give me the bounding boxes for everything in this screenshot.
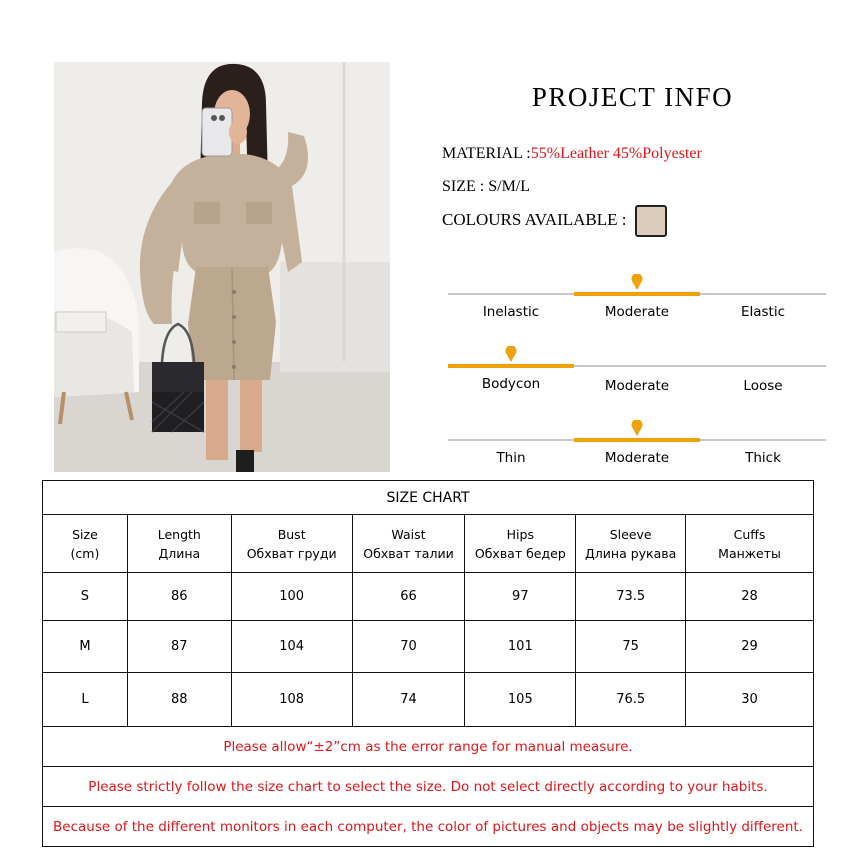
table-cell: 105 xyxy=(465,673,576,727)
stretch-scale xyxy=(448,272,826,332)
table-cell: S xyxy=(43,573,128,621)
table-cell: 101 xyxy=(465,621,576,673)
material-label: MATERIAL : xyxy=(442,145,531,162)
scale-left-label: Inelastic xyxy=(482,304,540,320)
thickness-scale xyxy=(448,418,826,478)
note-row xyxy=(43,767,814,807)
product-photo xyxy=(54,62,390,472)
header-cell: Sleeve Длина рукава xyxy=(576,515,686,573)
table-cell: 73.5 xyxy=(576,573,686,621)
colours-line xyxy=(442,205,667,237)
scale-selection xyxy=(448,364,574,368)
measure-error-note: Please allow“±2”cm as the error range for manual measure. xyxy=(43,727,814,767)
note-row xyxy=(43,727,814,767)
material-value: 55%Leather 45%Polyester xyxy=(530,145,702,162)
table-cell: 30 xyxy=(686,673,814,727)
project-title: PROJECT INFO xyxy=(531,82,734,112)
table-row xyxy=(43,621,814,673)
table-cell: 97 xyxy=(465,573,576,621)
size-chart-title: SIZE CHART xyxy=(43,481,814,515)
table-cell: M xyxy=(43,621,128,673)
scale-left-label: Bodycon xyxy=(481,376,541,392)
scale-mid-label: Moderate xyxy=(604,378,670,394)
header-cell: Hips Обхват бедер xyxy=(465,515,576,573)
scale-selection xyxy=(574,438,700,442)
header-cell: Length Длина xyxy=(127,515,231,573)
color-disclaimer-note: Because of the different monitors in each computer, the color of pictures and objects may be slightly different. xyxy=(43,807,814,847)
size-line: SIZE : S/M/L xyxy=(442,178,531,195)
marker-pin-icon xyxy=(505,346,517,362)
scale-right-label: Loose xyxy=(743,378,783,394)
note-row xyxy=(43,807,814,847)
size-chart-table xyxy=(42,480,814,847)
header-cell: Cuffs Манжеты xyxy=(686,515,814,573)
table-cell: 86 xyxy=(127,573,231,621)
header-cell: Size (cm) xyxy=(43,515,128,573)
colour-swatch[interactable] xyxy=(635,205,667,237)
scale-mid-label: Moderate xyxy=(604,450,670,466)
table-cell: 87 xyxy=(127,621,231,673)
table-cell: 74 xyxy=(352,673,465,727)
colours-label: COLOURS AVAILABLE : xyxy=(442,209,627,229)
scale-right-label: Elastic xyxy=(740,304,786,320)
material-line xyxy=(442,145,702,163)
header-row xyxy=(43,515,814,573)
table-cell: 28 xyxy=(686,573,814,621)
table-cell: 76.5 xyxy=(576,673,686,727)
scale-left-label: Thin xyxy=(496,450,526,466)
table-cell: 75 xyxy=(576,621,686,673)
header-cell: Waist Обхват талии xyxy=(352,515,465,573)
fit-scale xyxy=(448,346,826,406)
table-cell: L xyxy=(43,673,128,727)
table-cell: 108 xyxy=(231,673,352,727)
size-advice-note: Please strictly follow the size chart to select the size. Do not select directly according to your habits. xyxy=(43,767,814,807)
marker-pin-icon xyxy=(631,274,643,290)
size-chart-title-row xyxy=(43,481,814,515)
table-row xyxy=(43,573,814,621)
table-cell: 100 xyxy=(231,573,352,621)
table-cell: 104 xyxy=(231,621,352,673)
scale-right-label: Thick xyxy=(745,450,781,466)
table-cell: 66 xyxy=(352,573,465,621)
scale-selection xyxy=(574,292,700,296)
table-cell: 70 xyxy=(352,621,465,673)
table-cell: 88 xyxy=(127,673,231,727)
table-row xyxy=(43,673,814,727)
marker-pin-icon xyxy=(631,420,643,436)
table-cell: 29 xyxy=(686,621,814,673)
scale-mid-label: Moderate xyxy=(604,304,670,320)
header-cell: Bust Обхват груди xyxy=(231,515,352,573)
